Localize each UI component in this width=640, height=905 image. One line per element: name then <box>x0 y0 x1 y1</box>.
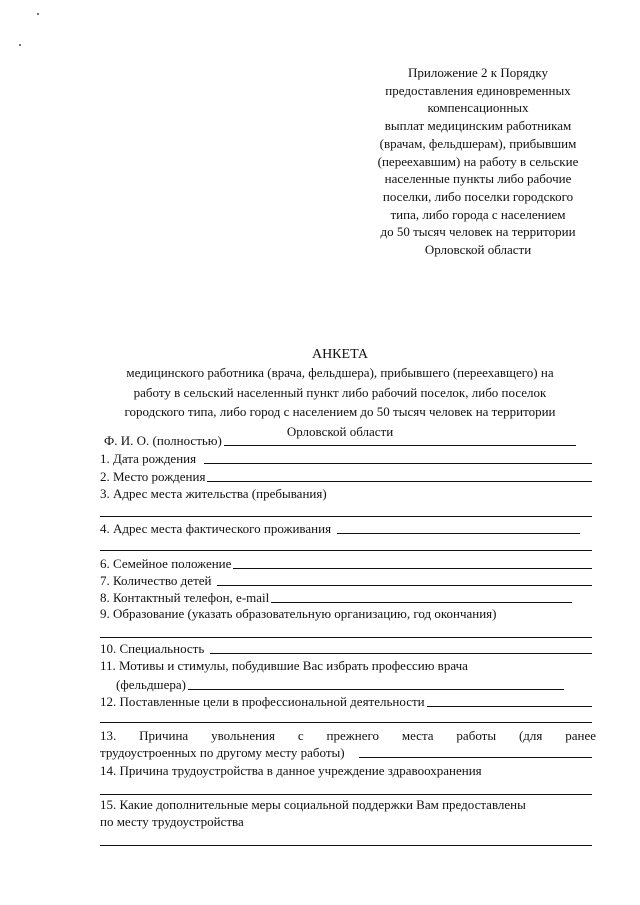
field-actual-address <box>100 520 580 537</box>
fill-line-goals-2[interactable] <box>100 722 592 723</box>
fill-line-children-count[interactable] <box>217 585 592 586</box>
fill-line-marital-status[interactable] <box>233 568 592 569</box>
field-motives-cont <box>116 676 564 693</box>
field-birth-place <box>100 468 592 485</box>
fill-line-actual-address-2[interactable] <box>100 550 592 551</box>
subtitle-line: медицинского работника (врача, фельдшера), прибывшего (переехавщего) на <box>126 365 554 380</box>
field-employment-reason: 14. Причина трудоустройства в данное учреждение здравоохранения <box>100 763 482 778</box>
fill-line-actual-address[interactable] <box>337 533 580 534</box>
field-label: трудоустроенных по другому месту работы) <box>100 745 345 760</box>
appendix-line: компенсационных <box>427 100 529 116</box>
appendix-line: выплат медицинским работникам <box>384 118 572 134</box>
appendix-line: населенные пункты либо рабочие <box>384 171 572 187</box>
fill-line-social-support[interactable] <box>100 845 592 846</box>
field-goals <box>100 693 592 710</box>
field-contacts <box>100 589 572 606</box>
field-label: 6. Семейное положение <box>100 556 232 571</box>
field-label: 10. Специальность <box>100 641 205 656</box>
fill-line-dismissal-reason[interactable] <box>359 757 592 758</box>
subtitle-line: Орловской области <box>286 423 394 439</box>
fill-line-contacts[interactable] <box>271 602 572 603</box>
field-label: 7. Количество детей <box>100 573 212 588</box>
field-label: 1. Дата рождения <box>100 451 197 466</box>
field-fio <box>104 432 576 449</box>
appendix-line: (врачам, фельдшерам), прибывшим <box>379 135 577 151</box>
fill-line-education[interactable] <box>100 637 592 638</box>
appendix-header <box>338 64 618 259</box>
fill-line-specialty[interactable] <box>210 653 592 654</box>
appendix-line: предоставления единовременных <box>385 82 571 98</box>
field-residence-address: 3. Адрес места жительства (пребывания) <box>100 486 327 501</box>
appendix-line: до 50 тысяч человек на территории <box>380 224 576 240</box>
form-subtitle <box>60 363 620 441</box>
field-dismissal-reason: 13. Причина увольнения с прежнего места работы (для ранее <box>100 728 596 743</box>
field-label: 12. Поставленные цели в профессиональной деятельности <box>100 694 425 709</box>
field-education: 9. Образование (указать образовательную организацию, год окончания) <box>100 606 497 621</box>
fill-line-goals[interactable] <box>427 706 592 707</box>
field-social-support: 15. Какие дополнительные меры социальной поддержки Вам предоставлены <box>100 797 526 812</box>
form-title: АНКЕТА <box>311 347 369 362</box>
field-specialty <box>100 640 592 657</box>
field-label: 4. Адрес места фактического проживания <box>100 521 332 536</box>
fill-line-birth-date[interactable] <box>204 463 592 464</box>
field-label: (фельдшера) <box>116 677 186 692</box>
field-label: 2. Место рождения <box>100 469 206 484</box>
appendix-line: Орловской области <box>424 242 532 258</box>
field-label: Ф. И. О. (полностью) <box>104 433 222 448</box>
appendix-line: поселки, либо поселки городского <box>382 188 574 204</box>
subtitle-line: городского типа, либо город с населением до 50 тысяч человек на территории <box>124 404 556 419</box>
fill-line-residence-address[interactable] <box>100 516 592 517</box>
field-label: 8. Контактный телефон, e-mail <box>100 590 270 605</box>
field-dismissal-reason-cont <box>100 744 592 761</box>
field-social-support-cont: по месту трудоустройства <box>100 814 244 829</box>
appendix-line: Приложение 2 к Порядку <box>408 65 548 80</box>
fill-line-fio[interactable] <box>224 445 576 446</box>
field-marital-status <box>100 555 592 572</box>
subtitle-line: работу в сельский населенный пункт либо рабочий поселок, либо поселок <box>133 384 547 400</box>
fill-line-motives[interactable] <box>188 689 564 690</box>
scan-speck <box>37 13 39 15</box>
fill-line-birth-place[interactable] <box>207 481 592 482</box>
field-birth-date <box>100 450 592 467</box>
fill-line-employment-reason[interactable] <box>100 794 592 795</box>
appendix-line: типа, либо города с населением <box>390 206 566 222</box>
field-motives: 11. Мотивы и стимулы, побудившие Вас избрать профессию врача <box>100 658 468 673</box>
scan-speck <box>19 44 21 46</box>
appendix-line: (переехавшим) на работу в сельские <box>377 153 579 169</box>
field-children-count <box>100 572 592 589</box>
